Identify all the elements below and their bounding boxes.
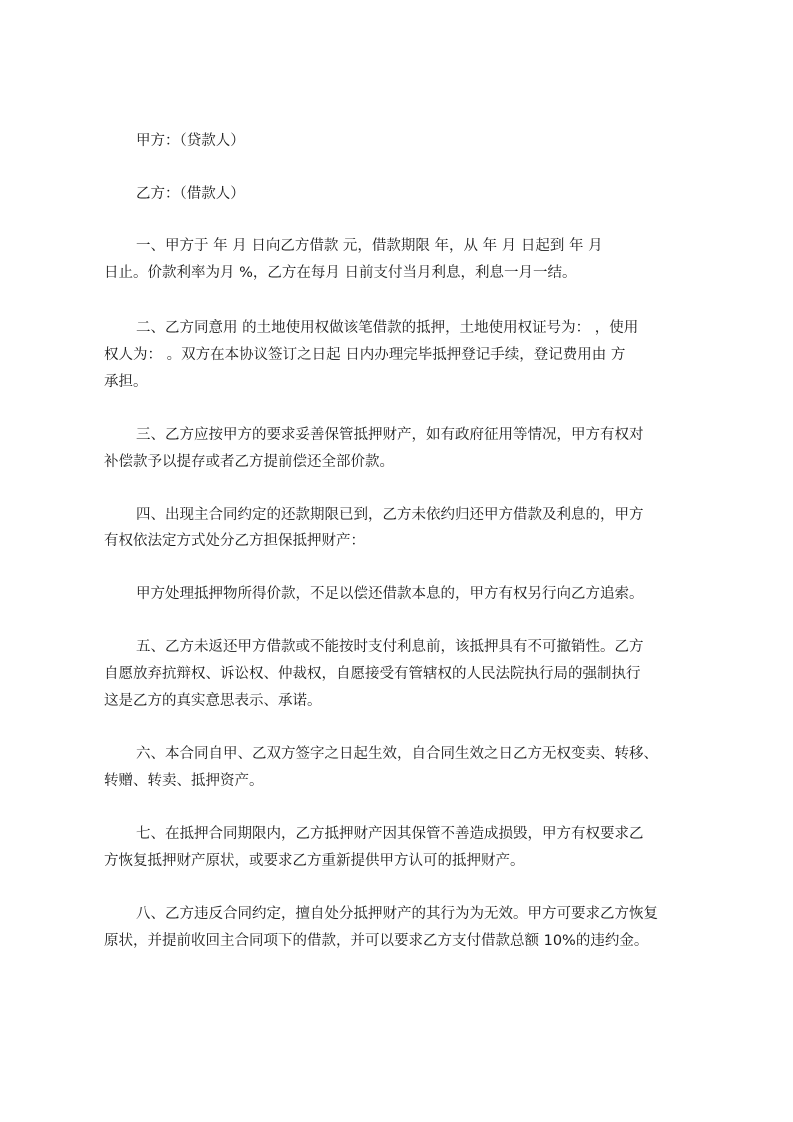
clause-7-line-1: 七、在抵押合同期限内，乙方抵押财产因其保管不善造成损毁，甲方有权要求乙 bbox=[136, 826, 644, 842]
clause-8-line-2: 原状，并提前收回主合同项下的借款，并可以要求乙方支付借款总额 10%的违约金。 bbox=[104, 933, 649, 949]
clause-4-note: 甲方处理抵押物所得价款，不足以偿还借款本息的，甲方有权另行向乙方追索。 bbox=[136, 586, 644, 602]
clause-3-line-1: 三、乙方应按甲方的要求妥善保管抵押财产，如有政府征用等情况，甲方有权对 bbox=[136, 427, 644, 443]
clause-8-line-1: 八、乙方违反合同约定，擅自处分抵押财产的其行为为无效。甲方可要求乙方恢复 bbox=[136, 906, 658, 922]
clause-6-line-2: 转赠、转卖、抵押资产。 bbox=[104, 773, 264, 789]
clause-2-line-3: 承担。 bbox=[104, 374, 148, 390]
clause-1-line-1: 一、甲方于 年 月 日向乙方借款 元，借款期限 年，从 年 月 日起到 年 月 bbox=[136, 238, 603, 254]
clause-7-line-2: 方恢复抵押财产原状，或要求乙方重新提供甲方认可的抵押财产。 bbox=[104, 853, 525, 869]
party-a-heading: 甲方：（贷款人） bbox=[136, 133, 245, 149]
clause-6-line-1: 六、本合同自甲、乙双方签字之日起生效，自合同生效之日乙方无权变卖、转移、 bbox=[136, 746, 658, 762]
clause-2-line-1: 二、乙方同意用 的土地使用权做该笔借款的抵押，土地使用权证号为： ，使用 bbox=[136, 320, 639, 336]
clause-4-line-1: 四、出现主合同约定的还款期限已到，乙方未依约归还甲方借款及利息的，甲方 bbox=[136, 507, 644, 523]
clause-5-line-3: 这是乙方的真实意思表示、承诺。 bbox=[104, 693, 322, 709]
clause-2-line-2: 权人为： 。双方在本协议签订之日起 日内办理完毕抵押登记手续，登记费用由 方 bbox=[104, 347, 626, 363]
clause-5-line-2: 自愿放弃抗辩权、诉讼权、仲裁权，自愿接受有管辖权的人民法院执行局的强制执行 bbox=[104, 666, 641, 682]
clause-5-line-1: 五、乙方未返还甲方借款或不能按时支付利息前，该抵押具有不可撤销性。乙方 bbox=[136, 639, 644, 655]
clause-3-line-2: 补偿款予以提存或者乙方提前偿还全部价款。 bbox=[104, 454, 394, 470]
party-b-heading: 乙方：（借款人） bbox=[136, 186, 245, 202]
clause-1-line-2: 日止。价款利率为月 %，乙方在每月 日前支付当月利息，利息一月一结。 bbox=[104, 265, 577, 281]
clause-4-line-2: 有权依法定方式处分乙方担保抵押财产： bbox=[104, 533, 365, 549]
